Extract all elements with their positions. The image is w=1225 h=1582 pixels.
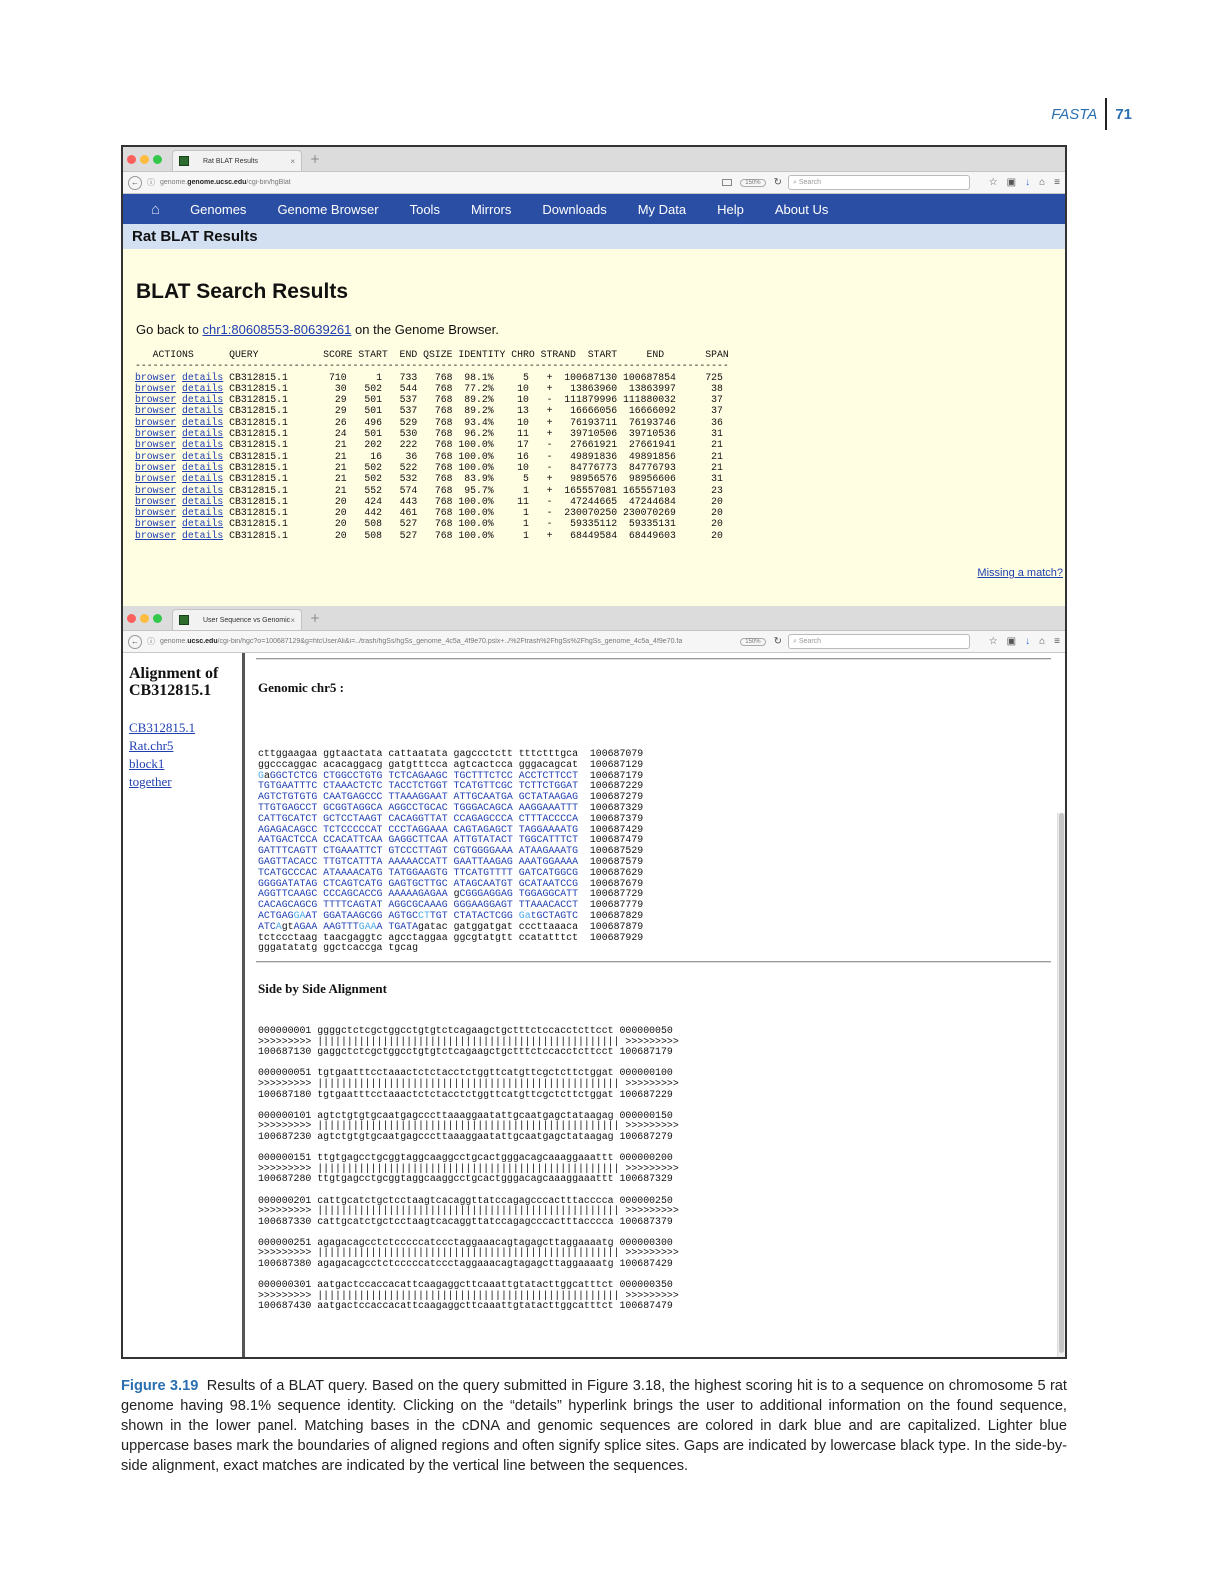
- sequence-line: [258, 910, 643, 921]
- browser-link[interactable]: browser: [135, 473, 177, 485]
- table-row: [135, 507, 723, 518]
- menu-icon[interactable]: ≡: [1054, 636, 1060, 647]
- url-path: /cgi-bin/hgc?o=100687129&g=htcUserAli&i=../trash/hgSs/hgSs_genome_4c5a_4f9e70.pslx+../%2Ftrash%2FhgSs%2FhgSs_genome_4c5a_4f9e70.fa: [217, 638, 683, 645]
- home-icon[interactable]: ⌂: [151, 200, 161, 218]
- matched-bases: tGCTAGTC: [530, 909, 579, 921]
- details-link[interactable]: details: [182, 428, 224, 440]
- row-values: CB312815.1 29 501 537 768 89.2% 10 - 111879996 111880032 37: [229, 394, 723, 406]
- genomic-line: 100687180 tgtgaatttcctaaactctctacctctggttcatgttcgctcttctggat 100687229: [258, 1088, 673, 1100]
- sequence-line: [258, 802, 643, 813]
- genomic-line: 100687330 cattgcatctgctcctaagtcacaggttatccagagcccactttacccca 100687379: [258, 1215, 673, 1227]
- sequence-line: [258, 888, 643, 899]
- query-line: 000000001 ggggctctcgctggcctgtgtctcagaagctgctttctccacctcttcct 000000050: [258, 1025, 673, 1036]
- matched-bases: AATGACTCCA CCACATTCAA GAGGCTTCAA ATTGTATACT TGGCATTTCT: [258, 834, 579, 846]
- query-line: 000000301 aatgactccaccacattcaagaggcttcaaattgtatacttggcatttct 000000350: [258, 1279, 673, 1291]
- browser-link[interactable]: browser: [135, 495, 177, 507]
- genomic-sequence: [258, 749, 643, 954]
- search-icon: ⌕: [793, 637, 799, 645]
- sequence-line: [258, 845, 643, 856]
- back-arrow-icon[interactable]: ←: [128, 635, 142, 649]
- bookmark-star-icon[interactable]: ☆: [988, 177, 998, 188]
- ucsc-favicon-icon: [179, 156, 189, 166]
- row-values: CB312815.1 30 502 544 768 77.2% 10 + 13863960 13863997 38: [229, 382, 723, 394]
- table-row: [135, 405, 723, 416]
- url-host: ucsc.edu: [187, 638, 218, 645]
- table-row: [135, 394, 723, 405]
- browser-window-1: [123, 147, 1065, 194]
- matched-bases: TCATGCCCAC ATAAAACATG TATGGAAGTG TTCATGTTTT GATCATGGCG: [258, 866, 579, 878]
- details-link[interactable]: details: [182, 473, 224, 485]
- missing-match-link[interactable]: Missing a match?: [977, 567, 1063, 579]
- alignment-block: [258, 1152, 679, 1184]
- sequence-line: [258, 780, 643, 791]
- unaligned-bases: 100687529: [578, 845, 644, 857]
- table-row: [135, 496, 723, 507]
- browser-link[interactable]: browser: [135, 518, 177, 530]
- alignment-block: [258, 1195, 679, 1227]
- unaligned-bases: 100687429: [578, 823, 644, 835]
- matched-bases: CGGGAGGAG TGGAGGCATT: [459, 888, 579, 900]
- search-icon: ⌕: [793, 178, 799, 186]
- details-link[interactable]: details: [182, 371, 224, 383]
- unaligned-bases: 100687229: [578, 780, 644, 792]
- matched-bases: GAGTTACACC TTGTCATTTA AAAAACCATT GAATTAAGAG AAATGGAAAA: [258, 855, 579, 867]
- results-rule: -----------------------------------------------------------------------------------------------------: [135, 360, 729, 372]
- sequence-line: [258, 824, 643, 835]
- genomic-line: 100687130 gaggctctcgctggcctgtgtctcagaagctgctttctccacctcttcct 100687179: [258, 1046, 673, 1058]
- sequence-line: [258, 878, 643, 889]
- sequence-line: [258, 759, 643, 770]
- browser-link[interactable]: browser: [135, 394, 177, 406]
- nav-genome-browser[interactable]: Genome Browser: [277, 201, 379, 217]
- row-values: CB312815.1 21 552 574 768 95.7% 1 + 165557081 165557103 23: [229, 484, 723, 496]
- zoom-level[interactable]: 150%: [740, 638, 765, 646]
- maximize-window-icon[interactable]: [153, 614, 162, 623]
- minimize-window-icon[interactable]: [140, 155, 149, 164]
- row-values: CB312815.1 20 508 527 768 100.0% 1 - 59335112 59335131 20: [229, 518, 723, 530]
- details-link[interactable]: details: [182, 394, 224, 406]
- matched-bases: TGTGAATTTC CTAAACTCTC TACCTCTGGT TCATGTTCGC TCTTCTGGAT: [258, 780, 579, 792]
- alignment-page: [123, 653, 1065, 1359]
- browser-link[interactable]: browser: [135, 382, 177, 394]
- query-line: 000000251 agagacagcctctcccccatccctaggaaacagtagagcttaggaaaatg 000000300: [258, 1236, 673, 1248]
- url-bar: [123, 172, 1065, 194]
- running-head: [1051, 98, 1132, 130]
- details-link[interactable]: details: [182, 484, 224, 496]
- unaligned-bases: 100687679: [578, 877, 644, 889]
- bookmark-star-icon[interactable]: ☆: [988, 636, 998, 647]
- search-placeholder: Search: [798, 179, 822, 186]
- reader-view-icon[interactable]: [722, 179, 732, 186]
- table-row: [135, 439, 723, 450]
- go-back-line: [136, 322, 499, 337]
- sequence-line: [258, 856, 643, 867]
- nav-mirrors[interactable]: Mirrors: [470, 201, 512, 217]
- minimize-window-icon[interactable]: [140, 614, 149, 623]
- browser-link[interactable]: browser: [135, 461, 177, 473]
- tab-user-sequence[interactable]: [172, 609, 302, 630]
- boundary-bases: Ga: [518, 909, 531, 921]
- details-link[interactable]: details: [182, 439, 224, 451]
- blat-heading: BLAT Search Results: [136, 280, 348, 303]
- zoom-level[interactable]: 150%: [740, 179, 765, 187]
- scrollbar-thumb[interactable]: [1059, 813, 1064, 1353]
- unaligned-bases: 100687829: [578, 909, 644, 921]
- url-bar-2: [123, 631, 1065, 653]
- table-row: [135, 518, 723, 529]
- unaligned-bases: g: [453, 888, 460, 900]
- page-title-bar: Rat BLAT Results: [123, 224, 1065, 249]
- match-bars: >>>>>>>>> ||||||||||||||||||||||||||||||||||||||||||||||||||| >>>>>>>>>: [258, 1162, 679, 1174]
- match-bars: >>>>>>>>> ||||||||||||||||||||||||||||||||||||||||||||||||||| >>>>>>>>>: [258, 1247, 679, 1259]
- alignment-block: [258, 1110, 679, 1142]
- ucsc-favicon-icon: [179, 615, 189, 625]
- details-link[interactable]: details: [182, 495, 224, 507]
- details-link[interactable]: details: [182, 518, 224, 530]
- matched-bases: ACTGAG: [258, 909, 294, 921]
- query-line: 000000101 agtctgtgtgcaatgagcccttaaaggaatattgcaatgagctataagag 000000150: [258, 1109, 673, 1121]
- tab-title: Rat BLAT Results: [203, 157, 258, 165]
- table-row: [135, 485, 723, 496]
- page-number: 71: [1115, 105, 1132, 123]
- row-values: CB312815.1 20 424 443 768 100.0% 11 - 47244665 47244684 20: [229, 495, 723, 507]
- boundary-bases: G: [258, 769, 264, 781]
- toolbar-icons: [980, 177, 1060, 188]
- tab-title: User Sequence vs Genomic: [203, 616, 291, 624]
- search-input[interactable]: [788, 175, 970, 190]
- nav-my-data[interactable]: My Data: [637, 201, 687, 217]
- unaligned-bases: 100687579: [578, 855, 644, 867]
- browser-link[interactable]: browser: [135, 371, 177, 383]
- ucsc-nav-bar: [123, 194, 1065, 224]
- matched-bases: TTGTGAGCCT GCGGTAGGCA AGGCCTGCAC TGGGACAGCA AAGGAAATTT: [258, 801, 579, 813]
- tab-bar: [123, 147, 1065, 172]
- browser-link[interactable]: browser: [135, 428, 177, 440]
- new-tab-icon[interactable]: +: [310, 152, 321, 166]
- row-values: CB312815.1 21 502 532 768 83.9% 5 + 98956576 98956606 31: [229, 473, 723, 485]
- sidebar-link-cb312815[interactable]: CB312815.1: [129, 720, 196, 735]
- table-row: [135, 383, 723, 394]
- details-link[interactable]: details: [182, 461, 224, 473]
- browser-link[interactable]: browser: [135, 484, 177, 496]
- unaligned-bases: 100687379: [578, 812, 644, 824]
- table-row: [135, 530, 723, 541]
- url-prefix: genome.: [160, 179, 188, 186]
- matched-bases: GGCTCTCG CTGGCCTGTG TCTCAGAAGC TGCTTTCTCC ACCTCTTCCT: [269, 769, 579, 781]
- caption-text: Results of a BLAT query. Based on the query submitted in Figure 3.18, the highest scoring hit is to a sequence on chromosome 5 rat genome having 98.1% sequence identity. Clicking on the “details” hyperlink brings the user to additional information on the found sequence, shown in the lower panel. Matching bases in the cDNA and genomic sequences are colored in dark blue and are capitalized. Lighter blue uppercase bases mark the boundaries of aligned regions and often signify splice sites. Gaps are indicated by lowercase black type. In the side-by-side alignment, exact matches are indicated by the vertical line between the sequences.: [121, 1378, 1067, 1474]
- window-controls: [127, 155, 162, 164]
- matched-bases: TGT CTATACTCGG: [429, 909, 519, 921]
- sequence-line: [258, 867, 643, 878]
- matched-bases: AGGTTCAAGC CCCAGCACCG AAAAAGAGAA: [258, 888, 454, 900]
- genomic-title: Genomic chr5 :: [258, 680, 344, 695]
- home-icon[interactable]: ⌂: [1039, 177, 1046, 188]
- matched-bases: AGTCTGTGTG CAATGAGCCC TTAAAGGAAT ATTGCAATGA GCTATAAGAG: [258, 791, 579, 803]
- sidebar-link-rat-chr5[interactable]: Rat.chr5: [129, 738, 174, 753]
- tab-bar-2: [123, 606, 1065, 631]
- clipboard-icon[interactable]: ▣: [1006, 177, 1017, 188]
- close-window-icon[interactable]: [127, 614, 136, 623]
- unaligned-bases: cttggaagaa ggtaactata cattaatata gagccctctt tttctttgca 100687079: [258, 748, 644, 759]
- details-link[interactable]: details: [182, 416, 224, 428]
- unaligned-bases: 100687179: [578, 769, 644, 781]
- row-values: CB312815.1 21 16 36 768 100.0% 16 - 49891836 49891856 21: [229, 450, 723, 462]
- address-field[interactable]: [160, 179, 716, 186]
- matched-bases: CACAGCAGCG TTTTCAGTAT AGGCGCAAAG GGGAAGGAGT TTAAACACCT: [258, 899, 579, 911]
- row-values: CB312815.1 21 502 522 768 100.0% 10 - 84776773 84776793 21: [229, 461, 723, 473]
- unaligned-bases: 100687779: [578, 899, 644, 911]
- divider: [256, 658, 1051, 660]
- divider: [256, 961, 1051, 963]
- row-values: CB312815.1 710 1 733 768 98.1% 5 + 100687130 100687854 725: [229, 371, 723, 383]
- genomic-line: 100687380 agagacagcctctcccccatccctaggaaacagtagagcttaggaaaatg 100687429: [258, 1258, 673, 1270]
- sequence-line: [258, 921, 643, 932]
- unaligned-bases: gggatatatg ggctcaccga tgcag: [258, 942, 419, 954]
- row-values: CB312815.1 29 501 537 768 89.2% 13 + 16666056 16666092 37: [229, 405, 723, 417]
- unaligned-bases: a: [263, 769, 270, 781]
- matched-bases: CATTGCATCT GCTCCTAAGT CACAGGTTAT CCAGAGCCCA CTTTACCCCA: [258, 812, 579, 824]
- sequence-line: [258, 813, 643, 824]
- search-placeholder: Search: [798, 638, 822, 645]
- unaligned-bases: 100687329: [578, 801, 644, 813]
- back-arrow-icon[interactable]: ←: [128, 176, 142, 190]
- close-window-icon[interactable]: [127, 155, 136, 164]
- scrollbar[interactable]: [1057, 813, 1065, 1359]
- blat-results-table: [135, 349, 729, 541]
- matched-bases: AT GGATAAGCGG AGTGC: [305, 909, 419, 921]
- tab-close-icon[interactable]: ×: [290, 156, 295, 166]
- unaligned-bases: ggcccaggac acacaggacg gatgtttcca agtcactcca gggacagcat 100687129: [258, 758, 644, 770]
- matched-bases: GATTTCAGTT CTGAAATTCT GTCCCTTAGT CGTGGGGAAA ATAAGAAATG: [258, 845, 579, 857]
- table-row: [135, 462, 723, 473]
- search-input[interactable]: [788, 634, 970, 649]
- alignment-block: [258, 1067, 679, 1099]
- sequence-line: [258, 899, 643, 910]
- reload-icon[interactable]: ↻: [773, 636, 782, 647]
- matched-bases: A TGATA: [376, 920, 419, 932]
- results-header: ACTIONS QUERY SCORE START END QSIZE IDENTITY CHRO STRAND START END SPAN: [135, 349, 729, 360]
- url-host: genome.ucsc.edu: [187, 179, 247, 186]
- tab-close-icon[interactable]: ×: [290, 615, 295, 625]
- position-link[interactable]: chr1:80608553-80639261: [202, 322, 352, 337]
- sequence-line: [258, 932, 643, 943]
- match-bars: >>>>>>>>> ||||||||||||||||||||||||||||||||||||||||||||||||||| >>>>>>>>>: [258, 1035, 679, 1047]
- url-path: /cgi-bin/hgBlat: [246, 179, 291, 186]
- alignment-title: Alignment of CB312815.1: [129, 665, 219, 699]
- window-controls-2: [127, 614, 162, 623]
- side-by-side-alignment: [258, 1026, 679, 1312]
- toolbar-icons: [980, 636, 1060, 647]
- query-line: 000000201 cattgcatctgctcctaagtcacaggttatccagagcccactttacccca 000000250: [258, 1194, 673, 1206]
- figure-label: Figure 3.19: [121, 1378, 199, 1394]
- boundary-bases: CT: [418, 909, 430, 921]
- sidebar-link-together[interactable]: together: [129, 774, 172, 789]
- query-line: 000000151 ttgtgagcctgcggtaggcaaggcctgcactgggacagcaaaggaaattt 000000200: [258, 1152, 673, 1164]
- browser-link[interactable]: browser: [135, 450, 177, 462]
- info-icon[interactable]: ⓘ: [147, 637, 155, 646]
- reload-icon[interactable]: ↻: [773, 177, 782, 188]
- boundary-bases: GAA: [358, 920, 377, 932]
- unaligned-bases: 100687279: [578, 791, 644, 803]
- new-tab-icon[interactable]: +: [310, 611, 321, 625]
- matched-bases: GGGGATATAG CTCAGTCATG GAGTGCTTGC ATAGCAATGT GCATAATCCG: [258, 877, 579, 889]
- alignment-content: [248, 653, 1065, 1359]
- sequence-line: [258, 770, 643, 781]
- go-back-suffix: on the Genome Browser.: [351, 322, 499, 337]
- genomic-line: 100687230 agtctgtgtgcaatgagcccttaaaggaatattgcaatgagctataagag 100687279: [258, 1130, 673, 1142]
- details-link[interactable]: details: [182, 450, 224, 462]
- details-link[interactable]: details: [182, 382, 224, 394]
- alignment-block: [258, 1237, 679, 1269]
- boundary-bases: A: [275, 920, 282, 932]
- address-field[interactable]: [160, 638, 732, 645]
- side-by-side-title: Side by Side Alignment: [258, 981, 387, 996]
- query-line: 000000051 tgtgaatttcctaaactctctacctctggttcatgttcgctcttctggat 000000100: [258, 1067, 673, 1079]
- unaligned-bases: 100687629: [578, 866, 644, 878]
- download-icon[interactable]: ↓: [1025, 636, 1031, 647]
- row-values: CB312815.1 26 496 529 768 93.4% 10 + 76193711 76193746 36: [229, 416, 723, 428]
- table-row: [135, 473, 723, 484]
- tab-rat-blat-results[interactable]: [172, 150, 302, 171]
- sequence-line: [258, 748, 643, 759]
- go-back-prefix: Go back to: [136, 322, 203, 337]
- browser-window-2: [123, 606, 1065, 653]
- nav-help[interactable]: Help: [717, 201, 744, 217]
- sequence-line: [258, 834, 643, 845]
- match-bars: >>>>>>>>> ||||||||||||||||||||||||||||||||||||||||||||||||||| >>>>>>>>>: [258, 1120, 679, 1132]
- sequence-line: [258, 791, 643, 802]
- browser-link[interactable]: browser: [135, 405, 177, 417]
- unaligned-bases: 100687729: [578, 888, 644, 900]
- download-icon[interactable]: ↓: [1025, 177, 1031, 188]
- maximize-window-icon[interactable]: [153, 155, 162, 164]
- matched-bases: AGAGACAGCC TCTCCCCCAT CCCTAGGAAA CAGTAGAGCT TAGGAAAATG: [258, 823, 579, 835]
- nav-tools[interactable]: Tools: [409, 201, 440, 217]
- table-row: [135, 428, 723, 439]
- genomic-line: 100687280 ttgtgagcctgcggtaggcaaggcctgcactgggacagcaaaggaaattt 100687329: [258, 1173, 673, 1185]
- alignment-block: [258, 1025, 679, 1057]
- browser-link[interactable]: browser: [135, 416, 177, 428]
- boundary-bases: GA: [293, 909, 306, 921]
- unaligned-bases: 100687479: [578, 834, 644, 846]
- match-bars: >>>>>>>>> ||||||||||||||||||||||||||||||||||||||||||||||||||| >>>>>>>>>: [258, 1205, 679, 1217]
- home-icon[interactable]: ⌂: [1039, 636, 1046, 647]
- details-link[interactable]: details: [182, 405, 224, 417]
- section-name: FASTA: [1051, 105, 1098, 123]
- match-bars: >>>>>>>>> ||||||||||||||||||||||||||||||||||||||||||||||||||| >>>>>>>>>: [258, 1077, 679, 1089]
- row-values: CB312815.1 21 202 222 768 100.0% 17 - 27661921 27661941 21: [229, 439, 723, 451]
- matched-bases: AGAA AAGTTT: [293, 920, 359, 932]
- browser-link[interactable]: browser: [135, 507, 177, 519]
- details-link[interactable]: details: [182, 529, 224, 541]
- table-row: [135, 372, 723, 383]
- row-values: CB312815.1 20 508 527 768 100.0% 1 + 68449584 68449603 20: [229, 529, 723, 541]
- menu-icon[interactable]: ≡: [1054, 177, 1060, 188]
- row-values: CB312815.1 24 501 530 768 96.2% 11 + 39710506 39710536 31: [229, 428, 723, 440]
- matched-bases: ATC: [258, 920, 276, 932]
- match-bars: >>>>>>>>> ||||||||||||||||||||||||||||||||||||||||||||||||||| >>>>>>>>>: [258, 1289, 679, 1301]
- clipboard-icon[interactable]: ▣: [1006, 636, 1017, 647]
- unaligned-bases: tctccctaag taacgaggtc agcctaggaa ggcgtatgtt ccatatttct 100687929: [258, 931, 644, 943]
- table-row: [135, 451, 723, 462]
- details-link[interactable]: details: [182, 507, 224, 519]
- genomic-line: 100687430 aatgactccaccacattcaagaggcttcaaattgtatacttggcatttct 100687479: [258, 1300, 673, 1312]
- alignment-sidebar: [123, 653, 245, 1359]
- row-values: CB312815.1 20 442 461 768 100.0% 1 - 230070250 230070269 20: [229, 507, 723, 519]
- unaligned-bases: gatac gatggatgat cccttaaaca 100687879: [418, 920, 644, 932]
- browser-link[interactable]: browser: [135, 439, 177, 451]
- table-row: [135, 417, 723, 428]
- figure-screenshot: [121, 145, 1067, 1359]
- nav-genomes[interactable]: Genomes: [190, 201, 247, 217]
- sequence-line: [258, 942, 418, 953]
- nav-downloads[interactable]: Downloads: [542, 201, 607, 217]
- nav-about-us[interactable]: About Us: [774, 201, 829, 217]
- alignment-block: [258, 1279, 679, 1311]
- url-prefix: genome.: [160, 638, 188, 645]
- sidebar-link-block1[interactable]: block1: [129, 756, 165, 771]
- info-icon[interactable]: ⓘ: [147, 178, 155, 187]
- browser-link[interactable]: browser: [135, 529, 177, 541]
- blat-results-page: [123, 194, 1065, 606]
- unaligned-bases: gt: [281, 920, 294, 932]
- results-rows: [135, 372, 723, 541]
- figure-caption: [121, 1376, 1067, 1476]
